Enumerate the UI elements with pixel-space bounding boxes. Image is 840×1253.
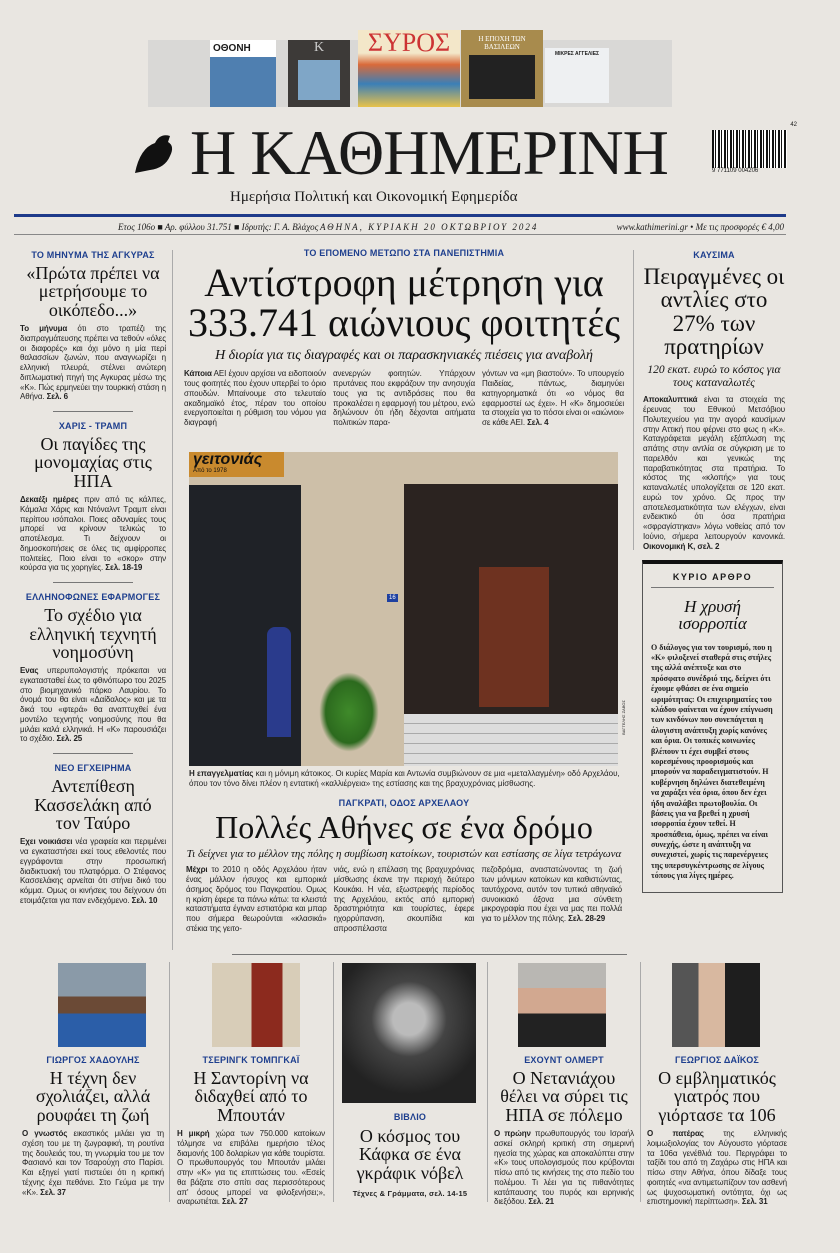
kicker: ΚΑΥΣΙΜΑ <box>693 250 735 260</box>
headline: Ο εμβληματικός γιατρός που γιόρτασε τα 106 <box>658 1068 776 1125</box>
wooden-door <box>479 567 549 707</box>
headline: Η Σαντορίνη να διδαχθεί από το Μπουτάν <box>193 1068 309 1125</box>
headline: Αντεπίθεση Κασσελάκη από τον Ταύρο <box>34 776 152 833</box>
left-story-4[interactable] <box>20 763 166 905</box>
story-body: Ο πρώην πρωθυπουργός του Ισραήλ ασκεί σκληρή κριτική στη σημερινή ηγεσία της χώρας και αποκαλύπτει στην «Κ» τους υπολογισμούς που κρύβονται πίσω από τις κινήσεις της στο πεδίο του πολέμου. Τι λέει για τις πιθανότητες κατάπαυσης του πυρός και ειρηνικής διεξόδου. Σελ. 21 <box>494 1129 634 1207</box>
column-divider <box>169 962 170 1202</box>
divider <box>53 411 133 412</box>
supplements-strip <box>148 30 672 107</box>
lead-headline <box>184 260 624 345</box>
kicker: ΒΙΒΛΙΟ <box>393 1112 427 1122</box>
dateline-rule <box>14 234 786 235</box>
supplement-k-magazine[interactable] <box>288 40 350 107</box>
story-body: Εχει νοικιάσει νέα γραφεία και περιμένει να εγκαταστήσει εκεί τους εθελοντές που εγγράφονται στην προσωπική διαδικτυακή του πλατφόρμα. Ο Στέφανος Κασσελάκης αρνείται ότι στήνει δικό του κόμμα. Ομως οι κινήσεις του δείχνουν ότι ετοιμάζεται για παν ενδεχόμενο. Σελ. 10 <box>20 837 166 905</box>
kicker: ΓΙΩΡΓΟΣ ΧΑΔΟΥΛΗΣ <box>46 1055 140 1065</box>
column-divider <box>487 962 488 1202</box>
story-body: Μέχρι το 2010 η οδός Αρχελάου ήταν ένας μάλλον ήσυχος και εμπορικά άσημος δρόμος του Παγκρατίου. Ομως η κρίση έφερε τα πάνω κάτω: τα κλειστά καταστήματα έγιναν εστιατόρια και μπαρ που σήμερα θεωρούνται «κλασικά» στέκια της γειτο- νιάς, ενώ η επέλαση της βραχυχρόνιας μίσθωσης έκανε την περιοχή δεύτερο Κουκάκι. Η νέα, εξωστρεφής περίοδος της Αρχελάου, εκτός από εμπορική δραστηριότητα και τουρίστες, έφερε ηχορρύπανση, σκουπίδια και απροσπέλαστα πεζοδρόμια, αναστατώνοντας τη ζωή των μόνιμων κατοίκων και καθιστώντας, ταυτόχρονα, αυτόν τον τυπικά αθηναϊκό συνοικιακό άξονα μια σύνθετη μικρογραφία που έχει να μας πει πολλά για το μέλλον της πόλης. Σελ. 28-29 <box>186 865 623 933</box>
shop-sign-text: γειτονιάς <box>193 452 263 468</box>
issue-code: 42 <box>790 122 797 128</box>
headline: «Πρώτα πρέπει να μετρήσουμε το οικόπεδο...» <box>26 263 160 320</box>
shop-since: Από το 1978 <box>193 468 227 474</box>
left-column <box>20 250 166 906</box>
kicker: ΧΑΡΙΣ - ΤΡΑΜΠ <box>58 421 128 432</box>
kicker: ΤΣΕΡΙΝΓΚ ΤΟΜΠΓΚΑΪ <box>202 1055 300 1065</box>
editorial-body: Ο διάλογος για τον τουρισμό, που η «Κ» φιλοξενεί σταθερά στις στήλες της αλλά ανέπτυξε και στο πρόσφατο συνέδριό της, δείχνει ότι έχουμε φθάσει σε ένα σημείο ωριμότητας: Οι επιχειρηματίες του κλάδου φαίνεται να έχουν επίγνωση των κινδύνων που συνεπάγεται η άλογιστη ανάπτυξη χωρίς κανόνες και όρια. Οι τοπικές κοινωνίες βλέπουν τι έχει συμβεί στους κορεσμένους προορισμούς και μπορούν να παραδειγματιστούν. Η κυβέρνηση δηλώνει διατεθειμένη να χαράξει νέα όρια, όπου δεν έχει ήδη αναλάβει πρωτοβουλία. Οι βάσεις για να βρεθεί η χρυσή ισορροπία έχουν τεθεί. Η προσπάθεια, όμως, πρέπει να είναι συνεχής, ώστε η ανάπτυξη να συνεχιστεί, χωρίς τις παρενέργειες της υπερσυγκέντρωσης σε λίγους τόπους για λίγες ημέρες. <box>651 642 773 881</box>
supplement-classifieds[interactable] <box>545 48 609 103</box>
headline: Πειραγμένες οι αντλίες στο 27% των πρατηρίων <box>643 264 785 360</box>
supplement-title: Κ <box>313 40 325 55</box>
column-divider <box>333 962 334 1202</box>
photo-caption: Η επαγγελματίας και η μόνιμη κάτοικος. Οι κυρίες Μαρία και Αντωνία συμβιώνουν σε μια «μεταλλαγμένη» οδό Αρχελάου, όπου τον τόνο δίνει πλέον η εντατική «καλλιέργεια» της εστίασης και της βραχυχρόνιας μίσθωσης. <box>189 769 620 789</box>
headline: Ο κόσμος του Κάφκα σε ένα γκράφικ νόβελ <box>356 1126 464 1183</box>
photo-credit: ΒΑΓΓΕΛΗΣ ΖΑΒΟΣ <box>621 700 626 735</box>
steps <box>404 714 618 766</box>
shop-sign <box>189 452 284 477</box>
barcode-bars <box>712 130 787 168</box>
kicker: ΕΧΟΥΝΤ ΟΛΜΕΡΤ <box>524 1055 604 1065</box>
dateline-right: www.kathimerini.gr • Με τις προσφορές € 4,00 <box>616 222 784 232</box>
editorial-headline: Η χρυσή ισορροπία <box>678 597 747 634</box>
masthead-rule <box>14 214 786 217</box>
kicker: ΕΛΛΗΝΟΦΩΝΕΣ ΕΦΑΡΜΟΓΕΣ <box>25 592 161 603</box>
masthead <box>130 118 670 188</box>
divider <box>53 582 133 583</box>
lead-body: Κάποια ΑΕΙ έχουν αρχίσει να ειδοποιούν τους φοιτητές που έχουν υπερβεί το όριο σπουδών. Μπαίνουμε στο τελευταίο ακαδημαϊκό έτος, πέραν του οποίου ενεργοποιείται η ρύθμιση του νόμου για διαγραφή ανενεργών φοιτητών. Υπάρχουν πρυτάνεις που εκφράζουν την ανησυχία τους για τις αντιδράσεις που θα προκαλέσει η εφαρμογή του μέτρου, ενώ δηλώνουν ότι ήδη δέχονται αιτήματα πολιτικών παρα- γόντων να «μη βιαστούν». Το υπουργείο Παιδείας, πάντως, διαμηνύει κατηγορηματικά ότι «ο νόμος θα εφαρμοστεί ως έχει». Η «Κ» δημοσιεύει τα στοιχεία για το πόσοι είναι οι «αιώνιοι» σε κάθε ΑΕΙ. Σελ. 4 <box>184 369 624 428</box>
barcode <box>712 122 797 180</box>
story-body: Η μικρή χώρα των 750.000 κατοίκων τόλμησε να επιβάλει ημερήσιο τέλος διαμονής 100 δολαρίων για κάθε τουρίστα. Ο πρωθυπουργός του Μπουτάν μιλάει στην «Κ» για τις επιπτώσεις του. «Εσείς θα βάζατε στο σπίτι σας περισσότερους απ' όσους μπορεί να φιλοξενήσει;», αναρωτιέται. Σελ. 27 <box>177 1129 326 1207</box>
editorial-kicker: ΚΥΡΙΟ ΑΡΘΡΟ <box>651 572 774 588</box>
masthead-subtitle: Ημερήσια Πολιτική και Οικονομική Εφημερίδα <box>230 189 518 205</box>
story-body: Ο πατέρας της ελληνικής λοιμωξιολογίας τον Αύγουστο γιόρτασε τα 106α γενέθλιά του. Περιγράφει το ταξίδι του από τη Ζαχάρω στις ΗΠΑ και πίσω στην Αθήνα, όπου δίδαξε τους φοιτητές «να αντιμετωπίζουν τον ασθενή ως ψυχοσωματική οντότητα, όχι ως επιστημονική περίπτωση». Σελ. 31 <box>647 1129 787 1207</box>
portrait-photo <box>518 963 606 1047</box>
supplement-title: ΜΙΚΡΕΣ ΑΓΓΕΛΙΕΣ <box>554 51 600 57</box>
book-illustration <box>342 963 476 1103</box>
kicker: ΠΑΓΚΡΑΤΙ, ΟΔΟΣ ΑΡΧΕΛΑΟΥ <box>338 798 470 808</box>
bottom-story-1[interactable] <box>22 1055 164 1197</box>
divider <box>53 753 133 754</box>
column-divider <box>172 250 173 950</box>
bottom-story-3[interactable] <box>340 1112 480 1199</box>
lead-deck: Η διορία για τις διαγραφές και οι παρασκηνιακές πιέσεις για αναβολή <box>215 348 593 363</box>
portrait-photo <box>212 963 300 1047</box>
supplement-title: Η ΕΠΟΧΗ ΤΩΝ ΒΑΣΙΛΕΩΝ <box>478 35 526 51</box>
kicker: ΝΕΟ ΕΓΧΕΙΡΗΜΑ <box>54 763 132 774</box>
lead-story[interactable] <box>184 248 624 428</box>
lead-headline-line: 333.741 αιώνιους φοιτητές <box>187 300 621 345</box>
door-number: 16 <box>389 595 396 601</box>
supplement-kings[interactable] <box>461 30 543 107</box>
bottom-story-4[interactable] <box>494 1055 634 1207</box>
headline: Οι παγίδες της μονομαχίας στις ΗΠΑ <box>34 434 152 491</box>
supplement-syros[interactable] <box>358 30 460 107</box>
left-story-3[interactable] <box>20 592 166 744</box>
story-body: Δεκαέξι ημέρες πριν από τις κάλπες, Κάμαλα Χάρις και Ντόναλντ Τραμπ είναι περίπου ισόπαλοι. Ποιες αδυναμίες τους μπορεί να κρίνουν τελικώς το αποτέλεσμα. Τι δείχνουν οι δημοσκοπήσεις σε όλες τις αμφίρροπες πολιτείες. Ποιο είναι το «σκορ» στην κούρσα για τις χορηγίες. Σελ. 18-19 <box>20 495 166 573</box>
section-reference: Τέχνες & Γράμματα, σελ. 14-15 <box>352 1189 468 1199</box>
left-story-2[interactable] <box>20 421 166 573</box>
divider <box>232 954 627 955</box>
portrait-photo <box>672 963 760 1047</box>
left-story-1[interactable] <box>20 250 166 402</box>
second-story[interactable] <box>186 798 622 934</box>
kicker: ΤΟ ΕΠΟΜΕΝΟ ΜΕΤΩΠΟ ΣΤΑ ΠΑΝΕΠΙΣΤΗΜΙΑ <box>303 248 505 258</box>
cover-image <box>469 55 535 99</box>
right-story[interactable] <box>643 250 785 551</box>
supplement-title: ΣΥΡΟΣ <box>367 30 451 57</box>
bottom-story-2[interactable] <box>177 1055 325 1207</box>
headline: Η τέχνη δεν σχολιάζει, αλλά ρουφάει τη ζωή <box>35 1068 151 1125</box>
supplement-othoni[interactable] <box>210 40 276 107</box>
kicker: ΤΟ ΜΗΝΥΜΑ ΤΗΣ ΑΓΚΥΡΑΣ <box>31 250 155 260</box>
column-divider <box>633 250 634 550</box>
barcode-number: 9 771109 004206 <box>712 168 759 174</box>
kicker: ΓΕΩΡΓΙΟΣ ΔΑΪΚΟΣ <box>674 1055 760 1065</box>
headline: Ο Νετανιάχου θέλει να σύρει τις ΗΠΑ σε πόλεμο <box>500 1068 628 1125</box>
lead-photo[interactable] <box>189 452 618 766</box>
column-divider <box>640 962 641 1202</box>
deck: 120 εκατ. ευρώ το κόστος για τους καταναλωτές <box>647 363 781 390</box>
dateline-left: Ετος 106ο ■ Αρ. φύλλου 31.751 ■ Ιδρυτής: Γ. Α. Βλάχος <box>118 222 319 232</box>
supplement-title: ΟΘΟΝΗ <box>210 40 276 57</box>
bottom-story-5[interactable] <box>647 1055 787 1207</box>
plant <box>319 672 379 752</box>
griffin-logo-icon <box>130 128 180 178</box>
story-body: Ο γνωστός εικαστικός μιλάει για τη σχέση του με τη ζωγραφική, τη ρουτίνα της δουλειάς του, τη γνωριμία του με τον Φασιανό και τον Τσαρούχη στο Παρίσι. Και εξηγεί γιατί πιστεύει ότι η κριτική τέχνης έχει πεθάνει. Στο Γεύμα με την «Κ». Σελ. 37 <box>22 1129 165 1197</box>
story-body: Ενας υπερυπολογιστής πρόκειται να εγκατασταθεί έως το φθινόπωρο του 2025 στο βιομηχανικό πάρκο Λαυρίου. Το όνομά του θα είναι «Δαίδαλος» και με τα δικά του «φτερά» θα αναπτυχθεί ένα μοντέλο τεχνητής νοημοσύνης που θα μιλάει καλά ελληνικά. Η «Κ» παρουσιάζει το σχέδιο. Σελ. 25 <box>20 666 166 744</box>
headline: Το σχέδιο για ελληνική τεχνητή νοημοσύνη <box>29 605 157 662</box>
lead-headline-line: Αντίστροφη μέτρηση για <box>204 260 604 305</box>
deck: Τι δείχνει για το μέλλον της πόλης η συμβίωση κατοίκων, τουριστών και εστίασης σε λίγα τετράγωνα <box>186 847 622 860</box>
masthead-title: Η ΚΑΘΗΜΕΡΙΝΗ <box>190 117 668 188</box>
story-body: Το μήνυμα ότι στο τραπέζι της διαπραγμάτευσης πρέπει να τεθούν «όλες οι διαφορές» και όχι μόνο η μία περί θαλασσίων ζωνών, που αναγνωρίζει η ελληνική πλευρά, στέλνει ανώτερη διπλωματική πηγή της Αγκυρας μέσω της «Κ». Πώς ερμηνεύει την τουρκική στάση η Αθήνα. Σελ. 6 <box>20 324 166 402</box>
person <box>267 627 291 737</box>
cover-image <box>298 60 340 100</box>
dateline-date: ΑΘΗΝΑ, ΚΥΡΙΑΚΗ 20 ΟΚΤΩΒΡΙΟΥ 2024 <box>320 222 539 232</box>
portrait-photo <box>58 963 146 1047</box>
story-body: Αποκαλυπτικά είναι τα στοιχεία της έρευνας του Εθνικού Μετσόβιου Πολυτεχνείου για την αγορά καυσίμων στην Αττική που φέρνει στο φως η «Κ». Καταγράφεται μεγάλη εξάπλωση της απάτης στην αντλία σε σύγκριση με το παρελθόν και γενικώς της παραβατικότητας στα πρατήρια. Το κόστος της «κλοπής» για τους καταναλωτές υπολογίζεται σε 120 εκατ. ευρώ τον χρόνο. Ως προς την αποτελεσματικότητα των ελέγχων, είναι ενδεικτικό ότι όσα πρατήρια «σφραγίστηκαν» λόγω νοθείας από τον Ιούνιο, σήμερα λειτουργούν κανονικά. Οικονομική Κ, σελ. 2 <box>643 395 785 551</box>
editorial-box[interactable] <box>642 560 783 893</box>
headline: Πολλές Αθήνες σε ένα δρόμο <box>215 809 593 845</box>
